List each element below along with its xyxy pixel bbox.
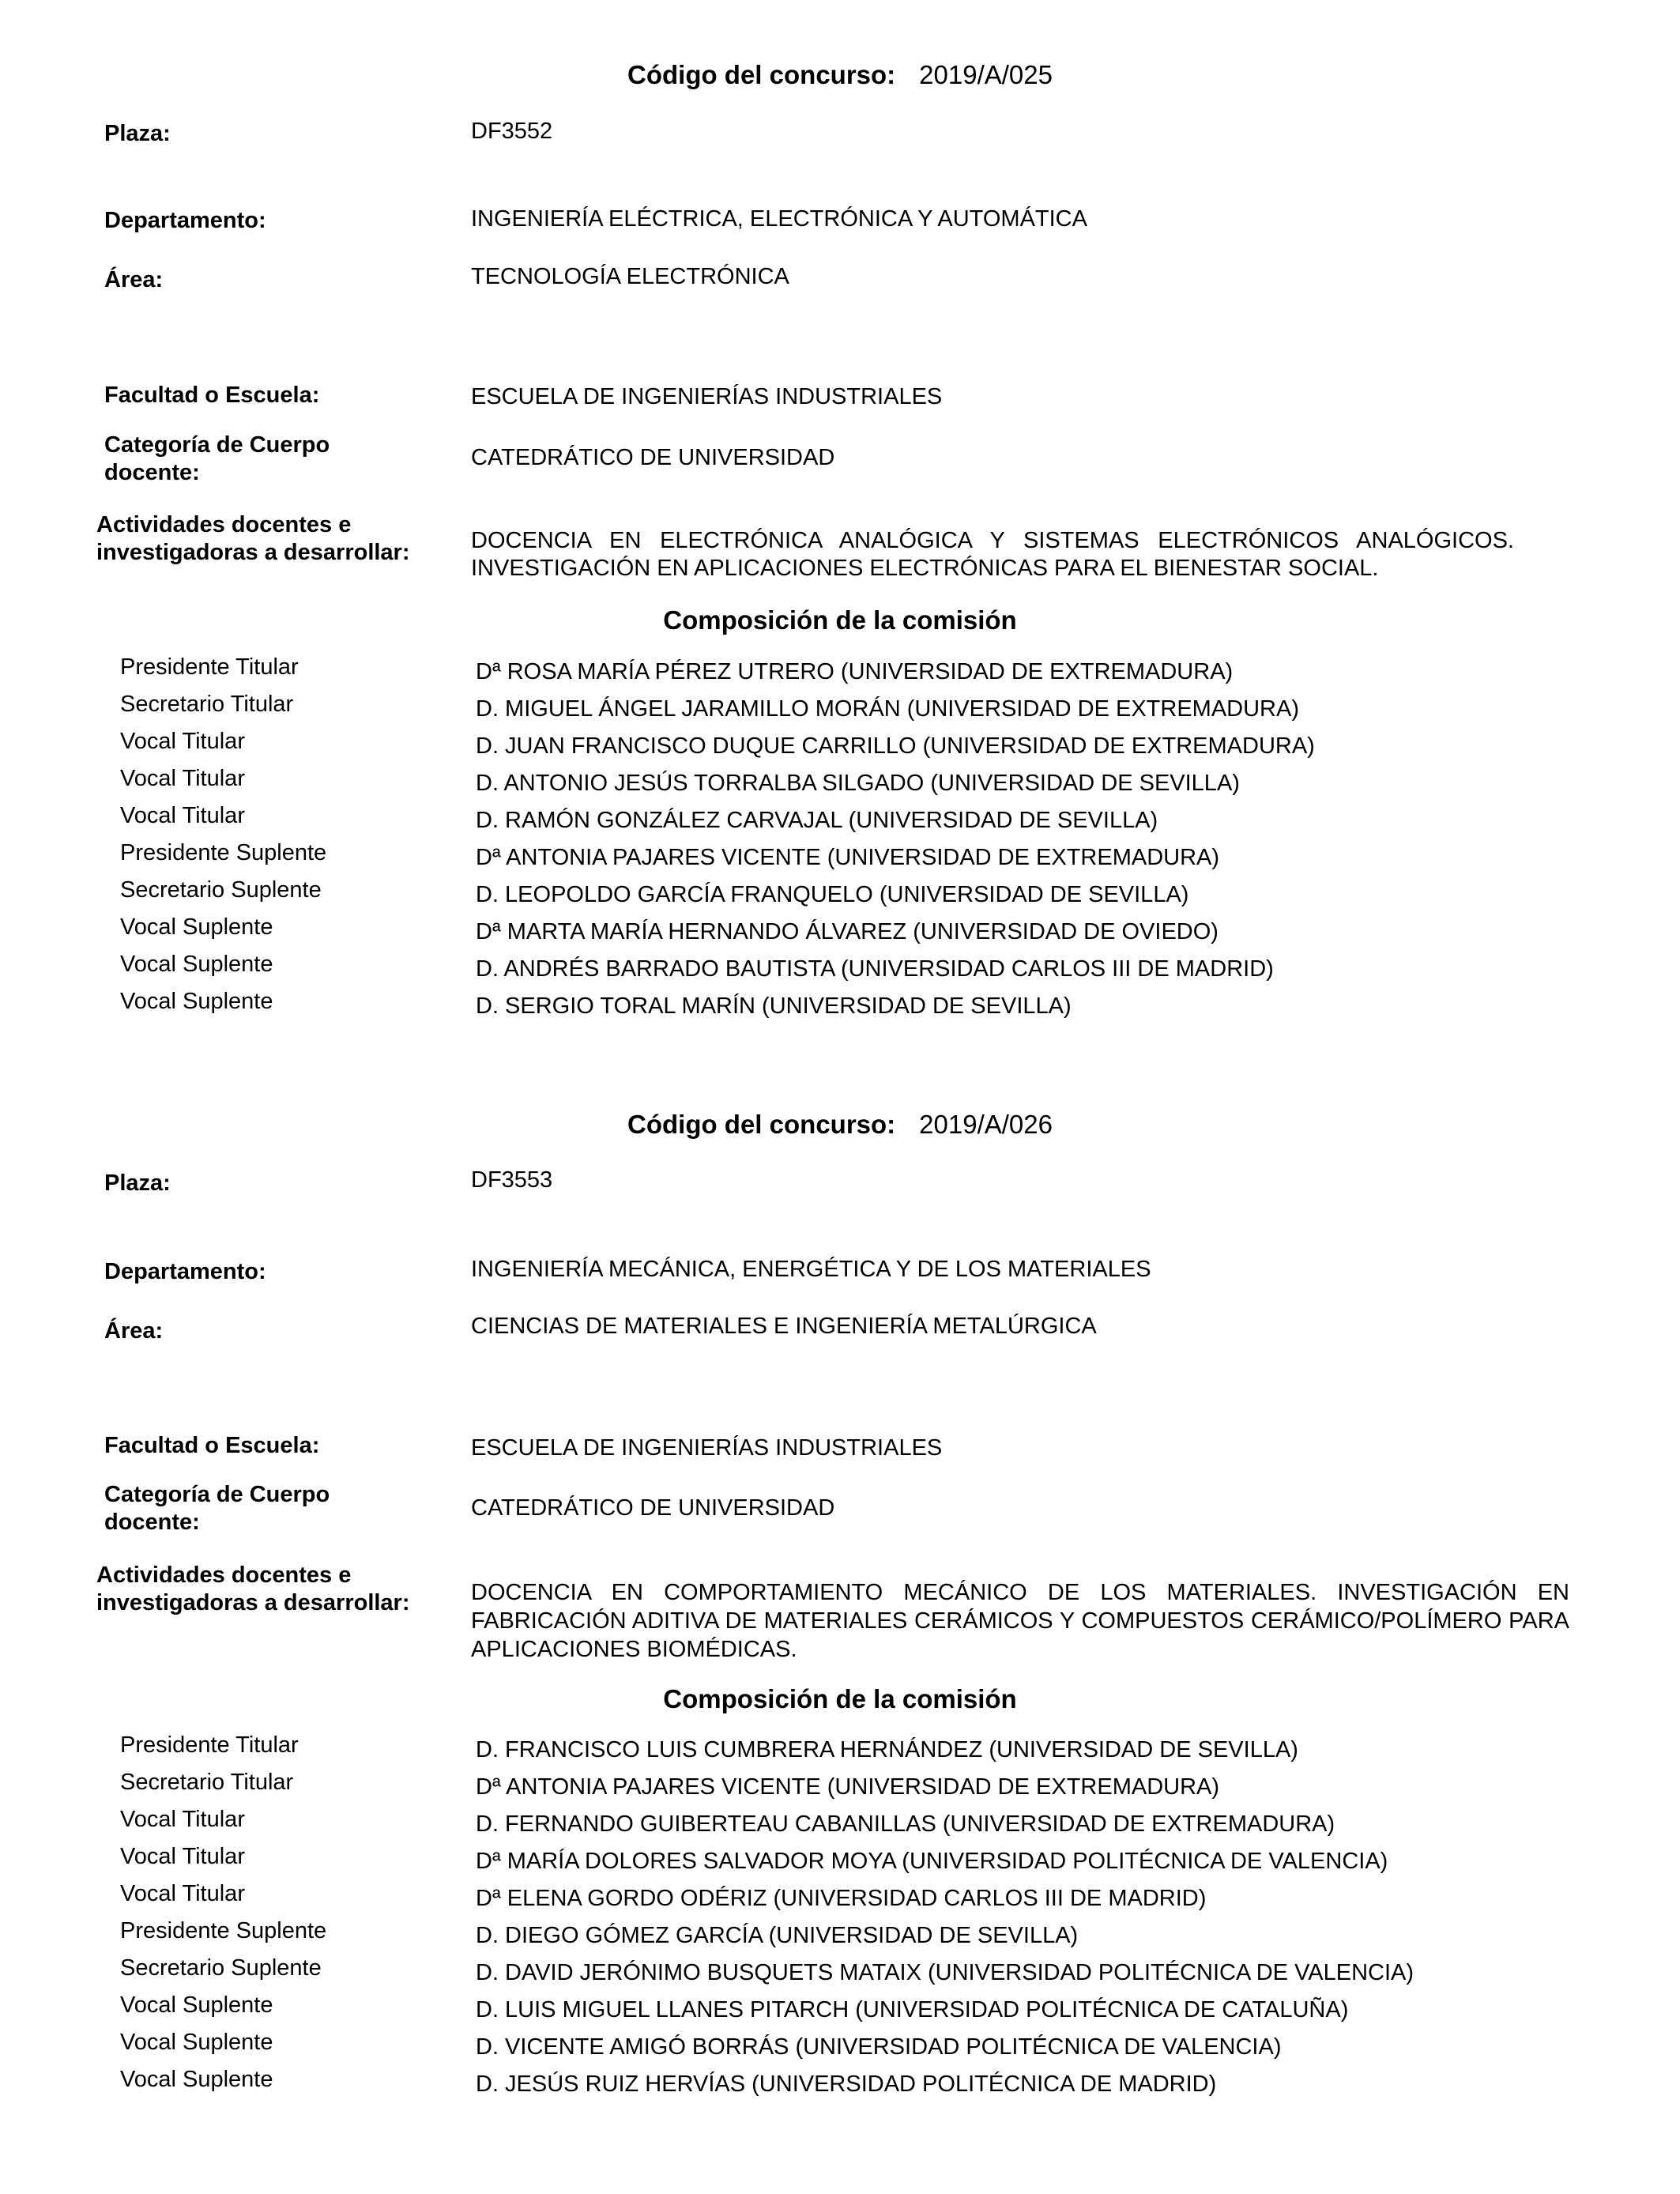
departamento-label: Departamento: [104,1259,266,1284]
comision-role: Vocal Suplente [120,989,273,1014]
comision-row [0,803,1680,840]
comision-row [0,989,1680,1026]
comision-row [0,654,1680,692]
codigo-label: Código del concurso: [627,60,896,89]
comision-row [0,729,1680,766]
codigo-concurso-heading [0,60,1680,90]
comision-row [0,1918,1680,1955]
facultad-value: ESCUELA DE INGENIERÍAS INDUSTRIALES [471,1435,943,1461]
comision-row [0,1732,1680,1770]
comision-member: D. DAVID JERÓNIMO BUSQUETS MATAIX (UNIVERSIDAD POLITÉCNICA DE VALENCIA) [476,1960,1414,1985]
comision-row [0,1881,1680,1918]
comision-member: Dª MARTA MARÍA HERNANDO ÁLVAREZ (UNIVERSIDAD DE OVIEDO) [476,919,1219,944]
facultad-label: Facultad o Escuela: [104,1433,320,1458]
comision-row [0,1844,1680,1881]
comision-title: Composición de la comisión [663,1684,1017,1713]
comision-role: Secretario Titular [120,692,294,717]
comision-member: D. LUIS MIGUEL LLANES PITARCH (UNIVERSIDAD POLITÉCNICA DE CATALUÑA) [476,1997,1349,2022]
comision-member: D. MIGUEL ÁNGEL JARAMILLO MORÁN (UNIVERSIDAD DE EXTREMADURA) [476,696,1300,722]
codigo-concurso-heading [0,1110,1680,1140]
comision-member: D. RAMÓN GONZÁLEZ CARVAJAL (UNIVERSIDAD DE SEVILLA) [476,808,1158,833]
actividades-label: Actividades docentes e investigadoras a desarrollar: [96,1563,410,1615]
categoria-label: Categoría de Cuerpo docente: [104,432,330,485]
comision-member: Dª ROSA MARÍA PÉREZ UTRERO (UNIVERSIDAD DE EXTREMADURA) [476,659,1234,684]
plaza-label: Plaza: [104,121,171,146]
plaza-value: DF3553 [471,1167,553,1193]
comision-member: D. FERNANDO GUIBERTEAU CABANILLAS (UNIVERSIDAD DE EXTREMADURA) [476,1811,1335,1837]
area-label: Área: [104,267,164,292]
comision-title: Composición de la comisión [663,605,1017,635]
actividades-value: DOCENCIA EN ELECTRÓNICA ANALÓGICA Y SISTEMAS ELECTRÓNICOS ANALÓGICOS. INVESTIGACIÓN EN APLICACIONES ELECTRÓNICAS PARA EL BIENESTAR SOCIAL. [471,528,1514,581]
comision-member: D. JUAN FRANCISCO DUQUE CARRILLO (UNIVERSIDAD DE EXTREMADURA) [476,733,1315,759]
departamento-value: INGENIERÍA MECÁNICA, ENERGÉTICA Y DE LOS MATERIALES [471,1257,1151,1282]
area-value: TECNOLOGÍA ELECTRÓNICA [471,264,789,289]
comision-member: D. FRANCISCO LUIS CUMBRERA HERNÁNDEZ (UNIVERSIDAD DE SEVILLA) [476,1737,1298,1762]
comision-row [0,692,1680,729]
codigo-value: 2019/A/026 [919,1110,1053,1139]
actividades-value: DOCENCIA EN COMPORTAMIENTO MECÁNICO DE LOS MATERIALES. INVESTIGACIÓN EN FABRICACIÓN ADITIVA DE MATERIALES CERÁMICOS Y COMPUESTOS CERÁMICO/POLÍMERO PARA APLICACIONES BIOMÉDICAS. [471,1580,1569,1662]
comision-role: Presidente Suplente [120,840,327,865]
comision-member: D. ANDRÉS BARRADO BAUTISTA (UNIVERSIDAD CARLOS III DE MADRID) [476,956,1274,982]
comision-role: Presidente Suplente [120,1918,327,1943]
departamento-label: Departamento: [104,208,266,233]
comision-member: Dª ANTONIA PAJARES VICENTE (UNIVERSIDAD DE EXTREMADURA) [476,1774,1220,1800]
comision-role: Vocal Titular [120,766,245,791]
plaza-label: Plaza: [104,1171,171,1196]
codigo-value: 2019/A/025 [919,60,1053,89]
comision-row [0,840,1680,877]
comision-member: Dª ANTONIA PAJARES VICENTE (UNIVERSIDAD DE EXTREMADURA) [476,845,1220,870]
comision-role: Vocal Suplente [120,2067,273,2092]
comision-role: Presidente Titular [120,654,299,680]
area-value: CIENCIAS DE MATERIALES E INGENIERÍA METALÚRGICA [471,1314,1097,1339]
comision-member: D. LEOPOLDO GARCÍA FRANQUELO (UNIVERSIDAD DE SEVILLA) [476,882,1189,907]
comision-role: Secretario Suplente [120,877,322,903]
categoria-value: CATEDRÁTICO DE UNIVERSIDAD [471,1495,835,1521]
comision-row [0,1807,1680,1844]
area-label: Área: [104,1318,164,1344]
comision-row [0,1992,1680,2030]
comision-member: D. JESÚS RUIZ HERVÍAS (UNIVERSIDAD POLITÉCNICA DE MADRID) [476,2071,1217,2097]
categoria-value: CATEDRÁTICO DE UNIVERSIDAD [471,445,835,470]
comision-row [0,2030,1680,2067]
categoria-label: Categoría de Cuerpo docente: [104,1482,330,1535]
comision-row [0,914,1680,952]
codigo-label: Código del concurso: [627,1110,896,1139]
comision-role: Vocal Titular [120,1881,245,1906]
comision-role: Secretario Suplente [120,1955,322,1981]
comision-row [0,952,1680,989]
comision-role: Vocal Suplente [120,952,273,977]
comision-member: D. SERGIO TORAL MARÍN (UNIVERSIDAD DE SEVILLA) [476,993,1072,1019]
comision-member: Dª MARÍA DOLORES SALVADOR MOYA (UNIVERSIDAD POLITÉCNICA DE VALENCIA) [476,1849,1388,1874]
comision-role: Vocal Suplente [120,914,273,940]
comision-row [0,766,1680,803]
departamento-value: INGENIERÍA ELÉCTRICA, ELECTRÓNICA Y AUTOMÁTICA [471,206,1087,232]
comision-row [0,1770,1680,1807]
actividades-label: Actividades docentes e investigadoras a desarrollar: [96,512,410,565]
comision-member: D. DIEGO GÓMEZ GARCÍA (UNIVERSIDAD DE SEVILLA) [476,1923,1079,1948]
plaza-value: DF3552 [471,119,553,144]
comision-role: Vocal Titular [120,1844,245,1869]
comision-row [0,877,1680,914]
comision-role: Vocal Suplente [120,1992,273,2018]
comision-row [0,1955,1680,1992]
comision-member: D. ANTONIO JESÚS TORRALBA SILGADO (UNIVERSIDAD DE SEVILLA) [476,771,1240,796]
comision-member: D. VICENTE AMIGÓ BORRÁS (UNIVERSIDAD POLITÉCNICA DE VALENCIA) [476,2034,1282,2060]
comision-role: Vocal Titular [120,803,245,828]
comision-member: Dª ELENA GORDO ODÉRIZ (UNIVERSIDAD CARLOS III DE MADRID) [476,1886,1207,1911]
comision-role: Vocal Titular [120,1807,245,1832]
facultad-label: Facultad o Escuela: [104,383,320,408]
comision-role: Presidente Titular [120,1732,299,1758]
facultad-value: ESCUELA DE INGENIERÍAS INDUSTRIALES [471,384,943,409]
comision-role: Vocal Suplente [120,2030,273,2055]
comision-role: Secretario Titular [120,1770,294,1795]
comision-row [0,2067,1680,2104]
comision-role: Vocal Titular [120,729,245,754]
